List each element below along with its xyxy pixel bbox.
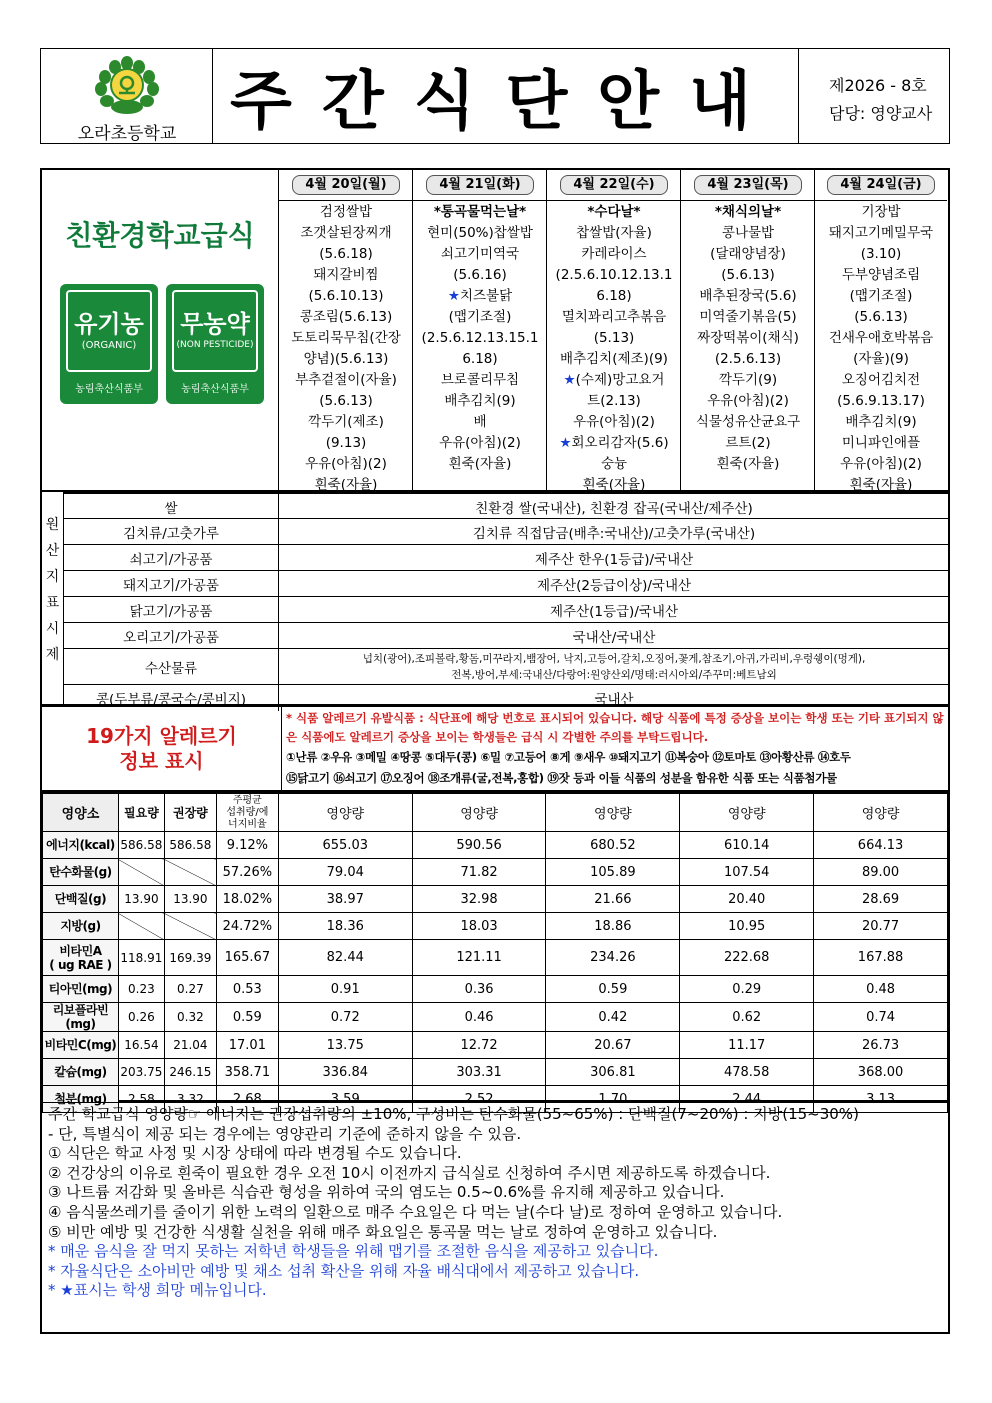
menu-item-text: 기장밥	[861, 204, 901, 220]
menu-item	[279, 370, 413, 412]
menu-day-date: 4월 23일(목)	[694, 175, 801, 195]
menu-item-text: 우유(아침)(2)	[707, 393, 789, 409]
origin-value: 제주산 한우(1등급)/국내산	[534, 552, 694, 568]
nutrition-row	[43, 1032, 948, 1059]
menu-day-5	[814, 170, 947, 492]
menu-item	[279, 412, 413, 454]
origin-value: 넙치(광어),조피볼락,황돔,미꾸라지,뱀장어, 낙지,고등어,갈치,오징어,꽃게,참조기,아귀,가리비,우렁쉥이(멍게), 전복,방어,부세:국내산/다랑어:원양산외/명태:러시아외/주꾸미:베트남외	[362, 653, 866, 681]
menu-day-3	[546, 170, 681, 492]
origin-value: 국내산	[594, 692, 634, 708]
required-value: 16.54	[118, 1032, 164, 1059]
day-value: 655.03	[278, 832, 412, 859]
ratio-value: 57.26%	[216, 859, 278, 886]
note-line-star	[48, 1281, 942, 1301]
menu-item	[547, 412, 681, 433]
origin-side-label: 원 산 지 표 시 제	[42, 492, 64, 704]
note-line: 주간 학교급식 영양량☞ 에너지는 권장섭취량의 ±10%, 구성비는 탄수화물(55~65%) : 단백질(7~20%) : 지방(15~30%)	[48, 1105, 859, 1123]
menu-item-text: 치즈불닭 (맵기조절) (2.5.6.12.13.15.1 6.18)	[421, 288, 539, 367]
menu-item	[547, 454, 681, 475]
note-line: ③ 나트륨 저감화 및 올바른 식습관 형성을 위하여 국의 염도는 0.5~0.6%를 유지해 제공하고 있습니다.	[48, 1183, 725, 1202]
ratio-value: 165.67	[216, 940, 278, 976]
menu-item	[413, 244, 547, 286]
nutrition-row	[43, 886, 948, 913]
menu-item-text: 깍두기(9)	[718, 372, 778, 388]
day-value: 32.98	[412, 886, 546, 913]
menu-item-text: 배추된장국(5.6)	[699, 288, 797, 304]
day-value: 12.72	[412, 1032, 546, 1059]
day-value: 303.31	[412, 1059, 546, 1086]
menu-item	[279, 307, 413, 328]
day-value: 71.82	[412, 859, 546, 886]
nutrition-row	[43, 913, 948, 940]
menu-item-text: 부추겉절이(자율) (5.6.13)	[295, 372, 397, 409]
recommended-value	[164, 913, 216, 940]
ratio-value: 17.01	[216, 1032, 278, 1059]
nutrient-name: 리보플라빈(mg)	[43, 1003, 119, 1032]
col-header-day: 영양량	[814, 794, 948, 832]
day-value: 2.44	[680, 1086, 814, 1113]
ratio-value: 18.02%	[216, 886, 278, 913]
nutrient-name: 칼슘(mg)	[43, 1059, 119, 1086]
recommended-value: 3.32	[164, 1086, 216, 1113]
menu-day-items	[681, 201, 815, 475]
menu-item-text: 콩조림(5.6.13)	[299, 309, 393, 325]
allergy-title: 19가지 알레르기 정보 표시	[42, 707, 282, 791]
nutrition-table	[40, 792, 950, 1107]
menu-item	[681, 328, 815, 370]
menu-item-text: 조갯살된장찌개 (5.6.18)	[300, 225, 392, 262]
menu-item	[413, 370, 547, 391]
ratio-value: 0.53	[216, 976, 278, 1003]
menu-item-text: 쇠고기미역국 (5.6.16)	[440, 246, 520, 283]
menu-item-text: 배추김치(9)	[845, 414, 917, 430]
menu-item-text: *채식의날*	[714, 204, 782, 220]
menu-item-text: 흰죽(자율)	[849, 477, 913, 493]
origin-row	[64, 544, 950, 571]
menu-day-date: 4월 20일(월)	[292, 175, 399, 195]
note-text: 표시는 학생 희망 메뉴입니다.	[73, 1281, 267, 1300]
menu-day-4	[680, 170, 815, 492]
origin-label: 김치류/고춧가루	[64, 519, 279, 545]
menu-item	[413, 454, 547, 475]
day-value: 18.03	[412, 913, 546, 940]
menu-item-text: 돼지갈비찜 (5.6.10.13)	[308, 267, 384, 304]
origin-row	[64, 492, 950, 520]
nutrient-name: 비타민A ( ug RAE )	[43, 940, 119, 976]
organic-badge-sub: (ORGANIC)	[81, 340, 137, 351]
menu-item-text: 흰죽(자율)	[448, 456, 512, 472]
recommended-value: 0.32	[164, 1003, 216, 1032]
page-title: 주간식단안내	[230, 65, 781, 139]
menu-item-text: 미역줄기볶음(5)	[699, 309, 797, 325]
day-value: 167.88	[814, 940, 948, 976]
nutrient-name: 지방(g)	[43, 913, 119, 940]
menu-item-text: 배추김치(9)	[444, 393, 516, 409]
nutrition-row	[43, 976, 948, 1003]
menu-item-text: *수다날*	[587, 204, 641, 220]
origin-row	[64, 648, 950, 685]
col-header-ratio: 주평균 섭취량/에 너지비율	[216, 794, 278, 832]
menu-day-header	[413, 170, 547, 201]
menu-item	[413, 202, 547, 223]
menu-item	[815, 223, 947, 265]
day-value: 11.17	[680, 1032, 814, 1059]
col-header-day: 영양량	[412, 794, 546, 832]
day-value: 0.36	[412, 976, 546, 1003]
nutrition-row	[43, 1059, 948, 1086]
menu-day-header	[681, 170, 815, 201]
menu-item	[681, 412, 815, 454]
charge-label: 담당: 영양교사	[829, 104, 933, 123]
recommended-value: 0.27	[164, 976, 216, 1003]
nutrient-name: 비타민C(mg)	[43, 1032, 119, 1059]
day-value: 10.95	[680, 913, 814, 940]
menu-item-text: 찹쌀밥(자율)	[576, 225, 652, 241]
nutrition-row	[43, 940, 948, 976]
menu-item	[815, 454, 947, 475]
day-value: 82.44	[278, 940, 412, 976]
day-value: 306.81	[546, 1059, 680, 1086]
required-value	[118, 913, 164, 940]
col-header-recommended: 권장량	[164, 794, 216, 832]
menu-item-text: 숭늉	[600, 456, 628, 472]
weekly-menu	[40, 168, 950, 492]
menu-item	[815, 370, 947, 412]
nutrient-name: 탄수화물(g)	[43, 859, 119, 886]
menu-item-text: 멸치꽈리고추볶음 (5.13)	[561, 309, 667, 346]
menu-day-header	[815, 170, 947, 201]
menu-item	[681, 391, 815, 412]
nutrient-name: 철분(mg)	[43, 1086, 119, 1113]
menu-item	[279, 454, 413, 475]
menu-item	[681, 202, 815, 223]
star-icon: ★	[563, 372, 576, 388]
origin-label: 쌀	[64, 494, 279, 520]
col-header-day: 영양량	[278, 794, 412, 832]
menu-item	[279, 265, 413, 307]
menu-item-text: 깍두기(제조) (9.13)	[308, 414, 384, 451]
allergy-notice: * 식품 알레르기 유발식품 : 식단표에 해당 번호로 표시되어 있습니다. 해당 식품에 특정 증상을 보이는 학생 또는 기타 표기되지 않은 식품에도 알레르기 증상을 보이는 학생들은 급식 시 각별한 주의를 부탁드립니다.	[286, 711, 944, 744]
menu-item	[413, 223, 547, 244]
day-value: 20.40	[680, 886, 814, 913]
nutrition-row	[43, 832, 948, 859]
menu-item	[279, 202, 413, 223]
menu-item	[413, 286, 547, 370]
origin-table	[40, 492, 950, 706]
menu-day-2	[412, 170, 547, 492]
col-header-required: 필요량	[118, 794, 164, 832]
origin-value: 친환경 쌀(국내산), 친환경 잡곡(국내산/제주산)	[475, 501, 753, 517]
organic-badge-main: 유기농	[74, 310, 144, 338]
menu-item	[413, 433, 547, 454]
day-value: 336.84	[278, 1059, 412, 1086]
menu-item	[547, 370, 681, 412]
menu-item	[681, 223, 815, 286]
required-value: 13.90	[118, 886, 164, 913]
nutrition-row	[43, 1003, 948, 1032]
note-line: - 단, 특별식이 제공 되는 경우에는 영양관리 기준에 준하지 않을 수 있음.	[48, 1124, 522, 1143]
menu-item-text: 현미(50%)찹쌀밥	[427, 225, 533, 241]
allergy-list-2: ⑮닭고기 ⑯쇠고기 ⑰오징어 ⑱조개류(굴,전복,홍합) ⑲잣 등과 이들 식품의 성분을 함유한 식품 또는 식품첨가물	[286, 771, 837, 785]
required-value: 118.91	[118, 940, 164, 976]
menu-item	[681, 286, 815, 307]
note-line: ④ 음식물쓰레기를 줄이기 위한 노력의 일환으로 매주 수요일은 다 먹는 날(수다 날)로 정하여 운영하고 있습니다.	[48, 1202, 783, 1221]
col-header-name: 영양소	[43, 794, 119, 832]
note-line: ⑤ 비만 예방 및 건강한 식생활 실천을 위해 매주 화요일은 통곡물 먹는 날로 정하여 운영하고 있습니다.	[48, 1222, 718, 1241]
menu-item-text: 돼지고기메밀무국 (3.10)	[828, 225, 934, 262]
nutrient-name: 단백질(g)	[43, 886, 119, 913]
menu-day-header	[547, 170, 681, 201]
menu-item-text: 우유(아침)(2)	[305, 456, 387, 472]
menu-item	[547, 202, 681, 223]
menu-item	[279, 223, 413, 265]
day-value: 0.59	[546, 976, 680, 1003]
menu-day-items	[815, 201, 947, 496]
menu-day-items	[547, 201, 681, 496]
menu-item	[681, 370, 815, 391]
day-value: 610.14	[680, 832, 814, 859]
origin-label: 수산물류	[64, 649, 279, 685]
day-value: 21.66	[546, 886, 680, 913]
menu-item-text: 카레라이스 (2.5.6.10.12.13.1 6.18)	[555, 246, 673, 304]
col-header-day: 영양량	[680, 794, 814, 832]
menu-item-text: 회오리감자(5.6)	[571, 435, 669, 451]
notes	[40, 1102, 950, 1334]
organic-badge	[60, 284, 158, 404]
menu-item	[681, 307, 815, 328]
origin-label: 콩(두부류/콩국수/콩비지)	[64, 685, 279, 711]
no-pesticide-badge-main: 무농약	[180, 310, 250, 338]
menu-item-text: 흰죽(자율)	[716, 456, 780, 472]
day-value: 121.11	[412, 940, 546, 976]
required-value: 203.75	[118, 1059, 164, 1086]
ratio-value: 358.71	[216, 1059, 278, 1086]
required-value	[118, 859, 164, 886]
menu-item-text: 우유(아침)(2)	[439, 435, 521, 451]
recommended-value: 246.15	[164, 1059, 216, 1086]
origin-value: 제주산(1등급)/국내산	[550, 604, 678, 620]
allergy-info	[40, 706, 950, 792]
star-icon: ★	[559, 435, 572, 451]
star-icon: ★	[60, 1281, 74, 1300]
day-value: 20.77	[814, 913, 948, 940]
day-value: 28.69	[814, 886, 948, 913]
no-pesticide-badge-sub: (NON PESTICIDE)	[176, 340, 254, 350]
no-pesticide-badge-org: 농림축산식품부	[181, 384, 249, 395]
menu-day-date: 4월 24일(금)	[827, 175, 934, 195]
origin-value: 제주산(2등급이상)/국내산	[536, 578, 692, 594]
menu-day-date: 4월 21일(화)	[426, 175, 533, 195]
nutrition-grid	[42, 793, 948, 1113]
logo-cell	[41, 49, 213, 143]
menu-item	[547, 307, 681, 349]
note-prefix: *	[48, 1281, 61, 1300]
day-value: 26.73	[814, 1032, 948, 1059]
origin-row	[64, 596, 950, 623]
origin-label: 돼지고기/가공품	[64, 571, 279, 597]
menu-item	[815, 412, 947, 433]
day-value: 234.26	[546, 940, 680, 976]
origin-row	[64, 570, 950, 597]
menu-item-text: 배추김치(제조)(9)	[560, 351, 668, 367]
menu-item	[279, 328, 413, 370]
day-value: 18.86	[546, 913, 680, 940]
day-value: 79.04	[278, 859, 412, 886]
day-value: 0.42	[546, 1003, 680, 1032]
recommended-value: 21.04	[164, 1032, 216, 1059]
menu-item	[681, 454, 815, 475]
origin-label: 닭고기/가공품	[64, 597, 279, 623]
school-emblem-icon	[93, 55, 161, 115]
day-value: 38.97	[278, 886, 412, 913]
title-cell	[213, 49, 799, 143]
menu-item-text: 미니파인애플	[841, 435, 921, 451]
day-value: 368.00	[814, 1059, 948, 1086]
ratio-value: 0.59	[216, 1003, 278, 1032]
day-value: 2.52	[412, 1086, 546, 1113]
day-value: 89.00	[814, 859, 948, 886]
menu-item-text: 흰죽(자율)	[582, 477, 646, 493]
note-line: ① 식단은 학교 사정 및 시장 상태에 따라 변경될 수도 있습니다.	[48, 1144, 462, 1163]
nutrition-header-row	[43, 794, 948, 832]
menu-item-text: 식물성유산균요구 르트(2)	[695, 414, 801, 451]
col-header-day: 영양량	[546, 794, 680, 832]
recommended-value: 13.90	[164, 886, 216, 913]
day-value: 3.59	[278, 1086, 412, 1113]
day-value: 13.75	[278, 1032, 412, 1059]
required-value: 0.23	[118, 976, 164, 1003]
menu-item-text: *통곡물먹는날*	[433, 204, 527, 220]
menu-item-text: 두부양념조림 (맵기조절) (5.6.13)	[841, 267, 921, 325]
origin-label: 오리고기/가공품	[64, 623, 279, 649]
eco-panel	[42, 170, 278, 492]
origin-value: 김치류 직접담금(배추:국내산)/고춧가루(국내산)	[472, 526, 756, 542]
menu-item-text: (수제)망고요거 트(2.13)	[575, 372, 665, 409]
required-value: 2.58	[118, 1086, 164, 1113]
day-value: 590.56	[412, 832, 546, 859]
menu-day-items	[413, 201, 547, 475]
recommended-value	[164, 859, 216, 886]
school-name: 오라초등학교	[77, 124, 177, 144]
menu-item	[547, 349, 681, 370]
day-value: 3.13	[814, 1086, 948, 1113]
menu-item-text: 브로콜리무침	[440, 372, 520, 388]
menu-item-text: 도토리묵무침(간장 양념)(5.6.13)	[291, 330, 401, 367]
menu-item	[413, 412, 547, 433]
menu-item	[815, 202, 947, 223]
day-value: 222.68	[680, 940, 814, 976]
day-value: 105.89	[546, 859, 680, 886]
day-value: 0.91	[278, 976, 412, 1003]
menu-day-date: 4월 22일(수)	[560, 175, 667, 195]
day-value: 20.67	[546, 1032, 680, 1059]
menu-item	[547, 244, 681, 307]
ratio-value: 9.12%	[216, 832, 278, 859]
recommended-value: 586.58	[164, 832, 216, 859]
no-pesticide-badge	[166, 284, 264, 404]
menu-item-text: 배	[473, 414, 487, 430]
day-value: 0.72	[278, 1003, 412, 1032]
day-value: 0.48	[814, 976, 948, 1003]
header	[40, 48, 950, 144]
day-value: 0.46	[412, 1003, 546, 1032]
day-value: 107.54	[680, 859, 814, 886]
day-value: 0.62	[680, 1003, 814, 1032]
day-value: 680.52	[546, 832, 680, 859]
day-value: 478.58	[680, 1059, 814, 1086]
info-cell	[799, 49, 949, 143]
required-value: 0.26	[118, 1003, 164, 1032]
menu-item-text: 흰죽(자율)	[314, 477, 378, 493]
menu-item	[413, 391, 547, 412]
origin-value: 국내산/국내산	[572, 630, 656, 646]
menu-item-text: 콩나물밥 (달래양념장) (5.6.13)	[710, 225, 786, 283]
star-icon: ★	[447, 288, 460, 304]
nutrition-row	[43, 859, 948, 886]
menu-item-text: 검정쌀밥	[319, 204, 373, 220]
note-line: ② 건강상의 이유로 흰죽이 필요한 경우 오전 10시 이전까지 급식실로 신청하여 주시면 제공하도록 하겠습니다.	[48, 1163, 771, 1182]
menu-item-text: 건새우애호박볶음 (자율)(9)	[828, 330, 934, 367]
nutrient-name: 에너지(kcal)	[43, 832, 119, 859]
menu-item	[547, 433, 681, 454]
origin-row	[64, 518, 950, 545]
ratio-value: 2.68	[216, 1086, 278, 1113]
note-line: * 자율식단은 소아비만 예방 및 채소 섭취 확산을 위해 자율 배식대에서 제공하고 있습니다.	[48, 1261, 640, 1280]
recommended-value: 169.39	[164, 940, 216, 976]
organic-badge-org: 농림축산식품부	[75, 384, 143, 395]
eco-title: 친환경학교급식	[65, 219, 255, 252]
origin-row	[64, 622, 950, 649]
day-value: 18.36	[278, 913, 412, 940]
menu-item-text: 오징어김치전 (5.6.9.13.17)	[837, 372, 925, 409]
day-value: 0.29	[680, 976, 814, 1003]
menu-item	[815, 328, 947, 370]
menu-day-items	[279, 201, 413, 496]
ratio-value: 24.72%	[216, 913, 278, 940]
note-line: * 매운 음식을 잘 먹지 못하는 저학년 학생들을 위해 맵기를 조절한 음식을 제공하고 있습니다.	[48, 1242, 659, 1261]
nutrient-name: 티아민(mg)	[43, 976, 119, 1003]
menu-item	[815, 265, 947, 328]
menu-day-header	[279, 170, 413, 201]
allergy-list-1: ①난류 ②우유 ③메밀 ④땅콩 ⑤대두(콩) ⑥밀 ⑦고등어 ⑧게 ⑨새우 ⑩돼지고기 ⑪복숭아 ⑫토마토 ⑬아황산류 ⑭호두	[286, 750, 851, 764]
menu-item-text: 우유(아침)(2)	[840, 456, 922, 472]
day-value: 1.70	[546, 1086, 680, 1113]
menu-day-1	[278, 170, 413, 492]
day-value: 0.74	[814, 1003, 948, 1032]
required-value: 586.58	[118, 832, 164, 859]
origin-label: 쇠고기/가공품	[64, 545, 279, 571]
menu-item-text: 우유(아침)(2)	[573, 414, 655, 430]
issue-number: 제2026 - 8호	[829, 76, 927, 95]
menu-item-text: 짜장떡볶이(채식) (2.5.6.13)	[697, 330, 799, 367]
menu-item	[547, 223, 681, 244]
menu-item	[815, 433, 947, 454]
day-value: 664.13	[814, 832, 948, 859]
